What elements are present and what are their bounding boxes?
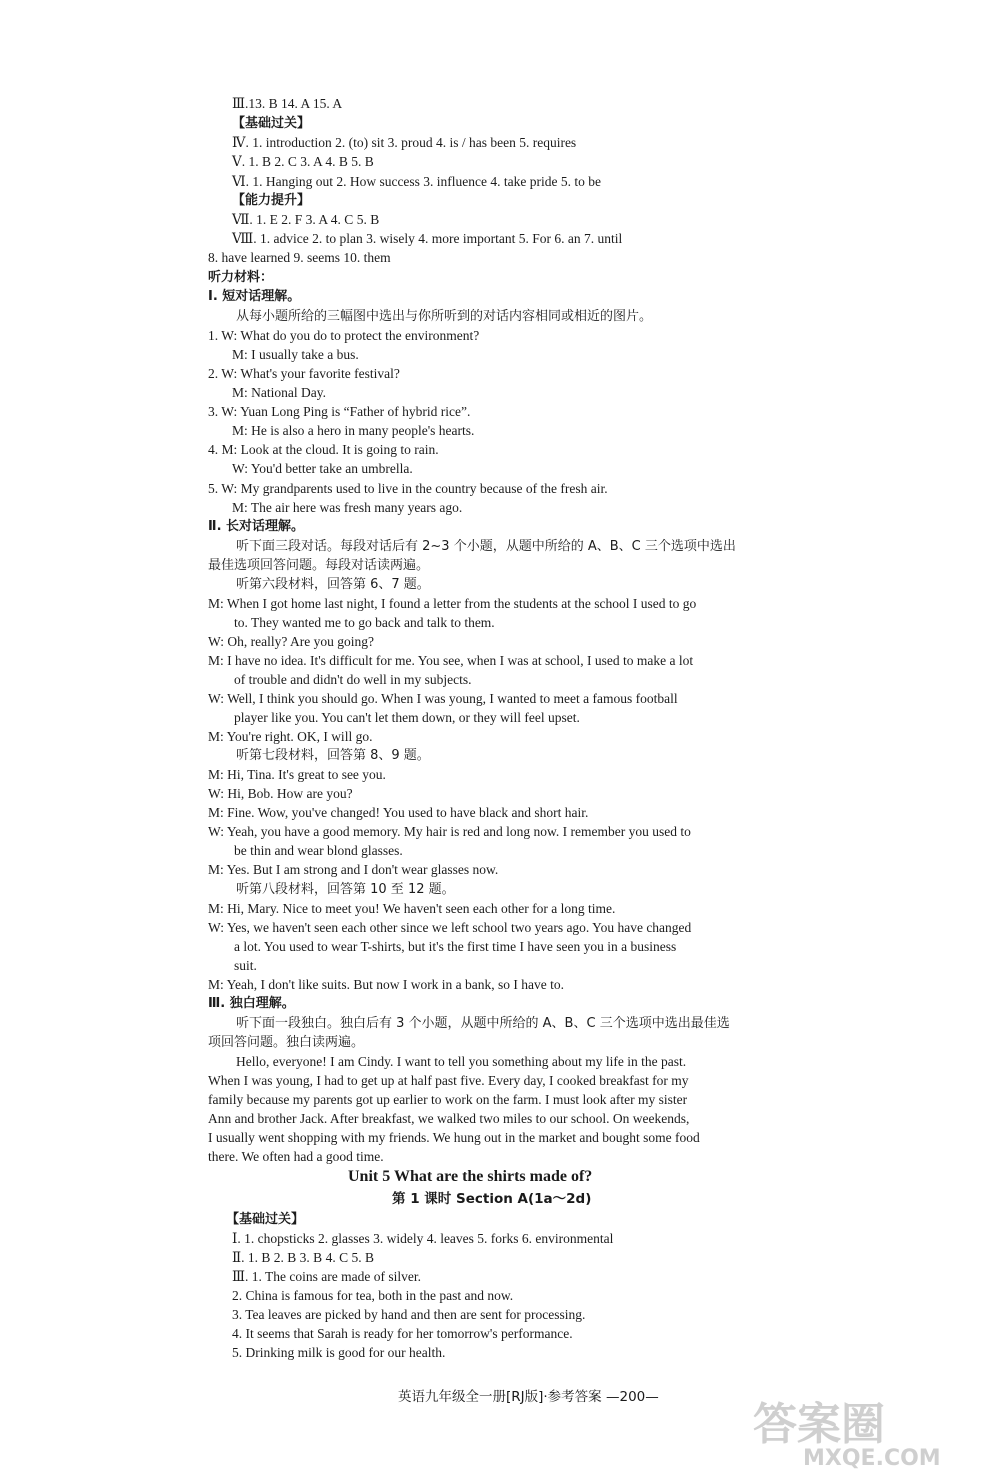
conv6-line-2: W: Oh, really? Are you going? [208,634,374,649]
conv8-line-2: W: Yes, we haven't seen each other since we left school two years ago. You have changed [208,920,692,935]
conv6-line-4-cont: player like you. You can't let them down, or they will feel upset. [234,710,580,725]
conv6-line-4: W: Well, I think you should go. When I was young, I wanted to meet a famous football [208,691,678,706]
dialog-5-line-1: 5. W: My grandparents used to live in the country because of the fresh air. [208,481,608,496]
unit5-answer-III-3: 3. Tea leaves are picked by hand and then are sent for processing. [232,1307,586,1322]
monologue-line-4: Ann and brother Jack. After breakfast, we walked two miles to our school. On weekends, [208,1111,690,1126]
watermark-top-text: 答案圈 [753,1399,885,1450]
part1-instructions: 从每小题所给的三幅图中选出与你所听到的对话内容相同或相近的图片。 [236,309,653,324]
monologue-line-5: I usually went shopping with my friends. We hung out in the market and bought some food [208,1130,700,1145]
conv8-line-2-cont2: suit. [234,958,257,973]
unit5-answer-III-5: 5. Drinking milk is good for our health. [232,1345,446,1360]
dialog-2-line-1: 2. W: What's your favorite festival? [208,366,400,381]
unit5-answer-I: Ⅰ. 1. chopsticks 2. glasses 3. widely 4. leaves 5. forks 6. environmental [232,1231,614,1246]
answer-line-IV: Ⅳ. 1. introduction 2. (to) sit 3. proud 4. is / has been 5. requires [232,135,577,150]
conv8-line-2-cont: a lot. You used to wear T-shirts, but it's the first time I have seen you in a business [234,939,677,954]
watermark-logo [745,1395,985,1471]
conv7-line-1: M: Hi, Tina. It's great to see you. [208,767,386,782]
unit5-answer-II: Ⅱ. 1. B 2. B 3. B 4. C 5. B [232,1250,374,1265]
part3-instructions-1: 听下面一段独白。独白后有 3 个小题，从题中所给的 A、B、C 三个选项中选出最佳选 [236,1016,730,1031]
unit5-title: Unit 5 What are the shirts made of? [348,1168,593,1185]
answer-line-VIII: Ⅷ. 1. advice 2. to plan 3. wisely 4. more important 5. For 6. an 7. until [232,231,623,246]
dialog-3-line-1: 3. W: Yuan Long Ping is “Father of hybrid rice”. [208,404,471,419]
dialog-4-line-2: W: You'd better take an umbrella. [232,461,413,476]
monologue-line-3: family because my parents got up earlier to work on the farm. I must look after my sister [208,1092,688,1107]
conv7-line-2: W: Hi, Bob. How are you? [208,786,353,801]
conv6-line-1: M: When I got home last night, I found a letter from the students at the school I used to go [208,596,697,611]
heading-ability: 【能力提升】 [232,193,311,208]
conv8-line-3: M: Yeah, I don't like suits. But now I work in a bank, so I have to. [208,977,565,992]
answer-line-VIII-cont: 8. have learned 9. seems 10. them [208,250,391,265]
material-8-label: 听第八段材料，回答第 10 至 12 题。 [236,882,455,897]
conv7-line-4-cont: be thin and wear blond glasses. [234,843,403,858]
part2-title: Ⅱ. 长对话理解。 [208,519,305,534]
answer-line-III: Ⅲ.13. B 14. A 15. A [232,96,343,111]
part2-instructions-1: 听下面三段对话。每段对话后有 2~3 个小题，从题中所给的 A、B、C 三个选项中选出 [236,539,736,554]
unit5-answer-III-4: 4. It seems that Sarah is ready for her tomorrow's performance. [232,1326,573,1341]
listening-heading: 听力材料： [208,270,274,285]
material-6-label: 听第六段材料，回答第 6、7 题。 [236,577,430,592]
answer-line-VI: Ⅵ. 1. Hanging out 2. How success 3. influence 4. take pride 5. to be [232,174,601,189]
conv6-line-5: M: You're right. OK, I will go. [208,729,373,744]
conv7-line-4: W: Yeah, you have a good memory. My hair is red and long now. I remember you used to [208,824,691,839]
part3-title: Ⅲ. 独白理解。 [208,996,295,1011]
conv6-line-1-cont: to. They wanted me to go back and talk to them. [234,615,495,630]
page-footer: 英语九年级全一册[RJ版]·参考答案 —200— [398,1389,659,1405]
dialog-3-line-2: M: He is also a hero in many people's hearts. [232,423,475,438]
unit5-lesson-title: 第 1 课时 Section A(1a～2d) [392,1191,592,1207]
part3-instructions-2: 项回答问题。独白读两遍。 [208,1035,365,1050]
answer-line-V: Ⅴ. 1. B 2. C 3. A 4. B 5. B [232,154,374,169]
part2-instructions-2: 最佳选项回答问题。每段对话读两遍。 [208,558,430,573]
conv7-line-5: M: Yes. But I am strong and I don't wear glasses now. [208,862,499,877]
dialog-2-line-2: M: National Day. [232,385,326,400]
monologue-line-2: When I was young, I had to get up at half past five. Every day, I cooked breakfast for my [208,1073,689,1088]
monologue-line-1: Hello, everyone! I am Cindy. I want to tell you something about my life in the past. [236,1054,687,1069]
dialog-1-line-2: M: I usually take a bus. [232,347,359,362]
watermark-bottom-text: MXQE.COM [803,1446,941,1471]
conv6-line-3: M: I have no idea. It's difficult for me. You see, when I was at school, I used to make a lot [208,653,694,668]
unit5-answer-III-2: 2. China is famous for tea, both in the past and now. [232,1288,514,1303]
part1-title: Ⅰ. 短对话理解。 [208,289,301,304]
conv8-line-1: M: Hi, Mary. Nice to meet you! We haven't seen each other for a long time. [208,901,616,916]
conv7-line-3: M: Fine. Wow, you've changed! You used to have black and short hair. [208,805,589,820]
unit5-answer-III-1: Ⅲ. 1. The coins are made of silver. [232,1269,421,1284]
conv6-line-3-cont: of trouble and didn't do well in my subjects. [234,672,472,687]
dialog-4-line-1: 4. M: Look at the cloud. It is going to rain. [208,442,439,457]
unit5-heading-basic: 【基础过关】 [226,1212,305,1227]
heading-basic: 【基础过关】 [232,116,311,131]
monologue-line-6: there. We often had a good time. [208,1149,384,1164]
dialog-5-line-2: M: The air here was fresh many years ago. [232,500,463,515]
answer-line-VII: Ⅶ. 1. E 2. F 3. A 4. C 5. B [232,212,380,227]
material-7-label: 听第七段材料，回答第 8、9 题。 [236,748,430,763]
dialog-1-line-1: 1. W: What do you do to protect the environment? [208,328,480,343]
